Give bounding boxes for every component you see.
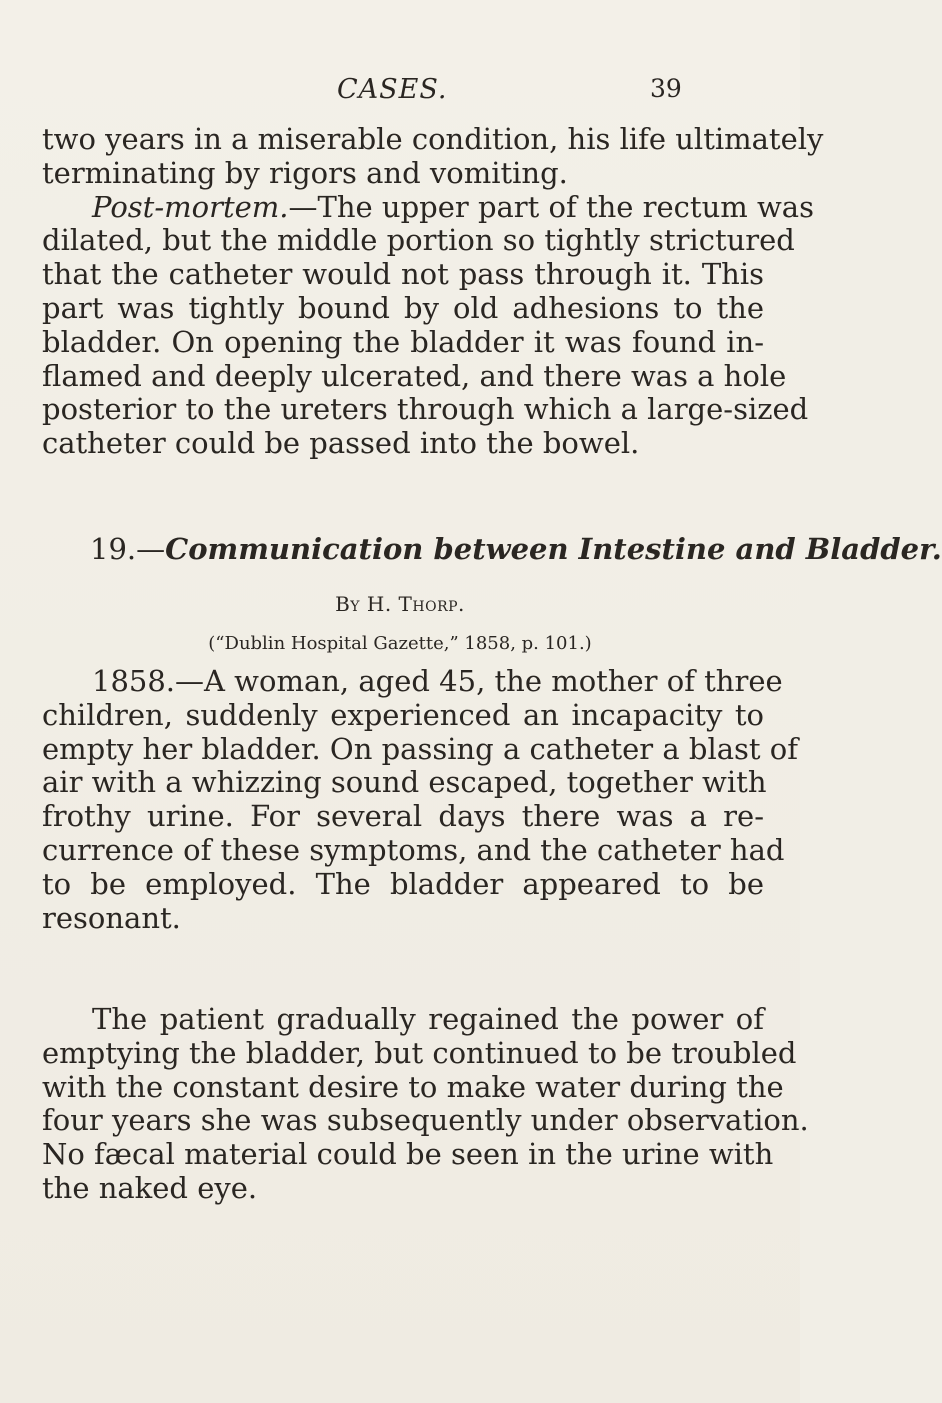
text-line: with the constant desire to make water during the: [42, 1069, 784, 1104]
page-number: 39: [650, 74, 682, 103]
text-line: dilated, but the middle portion so tightly strictured: [42, 223, 795, 258]
text-line: resonant.: [42, 900, 181, 935]
running-title: CASES.: [337, 74, 448, 105]
text-line: frothy urine. For several days there was a re-: [42, 799, 764, 834]
text-line: posterior to the ureters through which a large-sized: [42, 392, 809, 427]
text-line: that the catheter would not pass through it. This: [42, 257, 764, 292]
case-number: 19.—: [90, 532, 166, 566]
text-line: terminating by rigors and vomiting.: [42, 155, 568, 190]
byline: By H. Thorp.: [335, 592, 465, 616]
text-line: empty her bladder. On passing a catheter a blast of: [42, 731, 798, 766]
text-line: the naked eye.: [42, 1170, 258, 1205]
text-line: bladder. On opening the bladder it was found in-: [42, 324, 764, 359]
text-line: four years she was subsequently under observation.: [42, 1103, 809, 1138]
text-line: to be employed. The bladder appeared to be: [42, 866, 764, 901]
text-line: currence of these symptoms, and the catheter had: [42, 832, 785, 867]
text-block-case: [42, 664, 798, 935]
case-title: Communication between Intestine and Bladder.: [165, 532, 942, 566]
text-line: children, suddenly experienced an incapacity to: [42, 697, 764, 732]
source-citation: (“Dublin Hospital Gazette,” 1858, p. 101.): [208, 633, 592, 654]
text-line: part was tightly bound by old adhesions to the: [42, 290, 764, 325]
text-block-top: [42, 122, 824, 461]
text-line: air with a whizzing sound escaped, together with: [42, 765, 767, 800]
text-block-bottom: [42, 1002, 809, 1206]
text-line: No fæcal material could be seen in the urine with: [42, 1137, 774, 1172]
page-header: [0, 74, 800, 110]
text-line: [42, 189, 814, 225]
text-line: emptying the bladder, but continued to be troubled: [42, 1035, 797, 1070]
text-line: catheter could be passed into the bowel.: [42, 426, 640, 461]
text-line: two years in a miserable condition, his life ultimately: [42, 122, 824, 156]
text-fragment: —The upper part of the rectum was: [288, 189, 814, 224]
text-line: The patient gradually regained the power of: [92, 1002, 764, 1036]
case-heading: [90, 532, 942, 566]
post-mortem-label: Post-mortem.: [92, 189, 289, 224]
text-line: 1858.—A woman, aged 45, the mother of three: [92, 664, 783, 698]
text-line: flamed and deeply ulcerated, and there was a hole: [42, 358, 787, 393]
